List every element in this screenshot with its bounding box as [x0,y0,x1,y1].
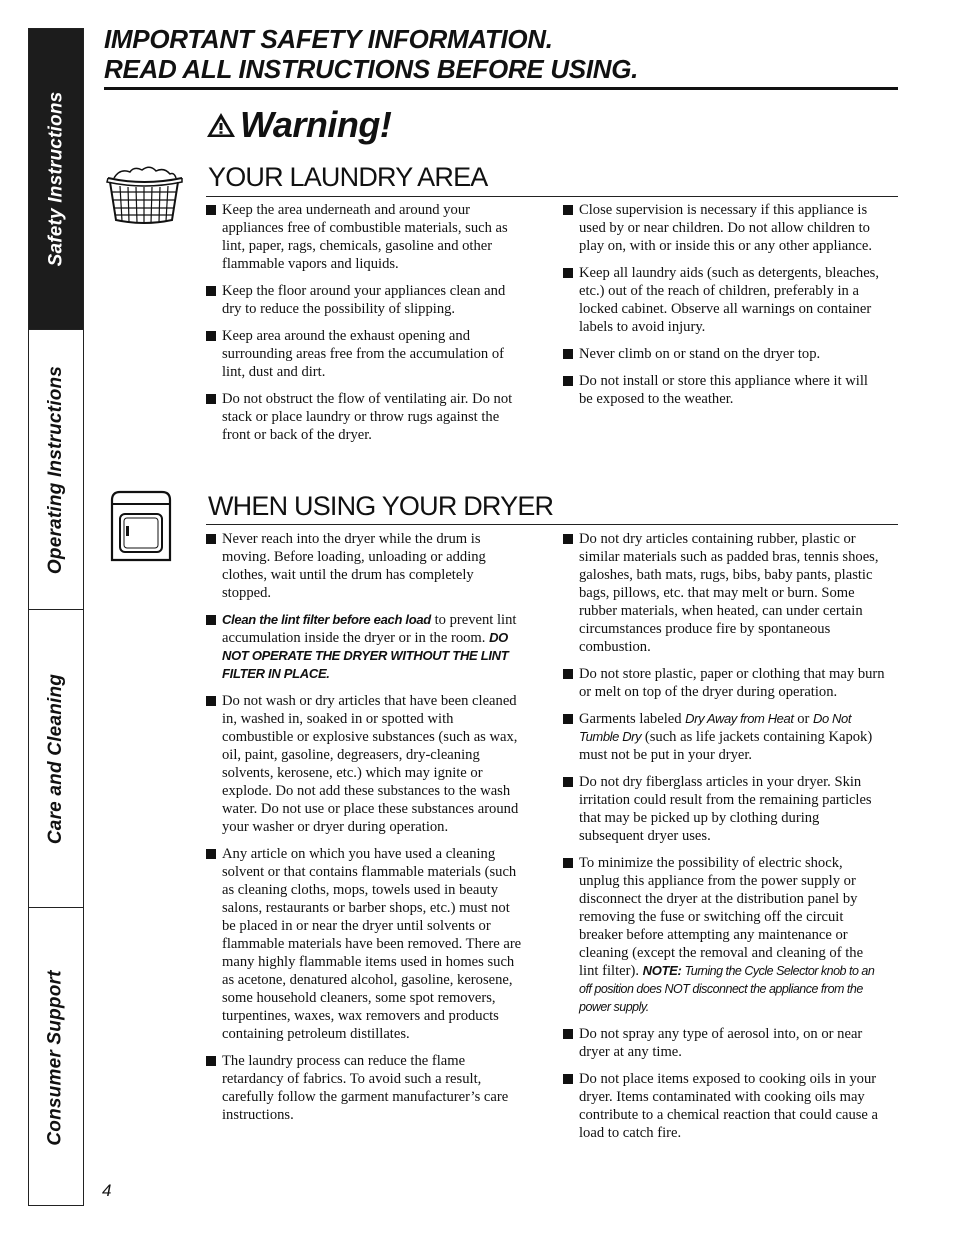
tab-consumer-support[interactable] [29,908,83,1207]
section-title-laundry-area: YOUR LAUNDRY AREA [208,162,488,192]
list-item: Do not store plastic, paper or clothing that may burn or melt on top of the dryer during operation. [563,665,885,701]
warning-triangle-icon [206,112,236,138]
laundry-basket-icon [104,164,184,231]
list-item: Do not wash or dry articles that have been cleaned in, washed in, soaked in or spotted with combustible or explosive substances (such as wax, oil, paint, gasoline, degreasers, dry-cleaning solvents, kerosene, etc.) which may ignite or explode. Do not add these substances to the wash water. Do not use or place these substances around your washer or dryer during operation. [206,692,524,836]
section-divider [206,196,898,197]
list-item: Never reach into the dryer while the drum is moving. Before loading, unloading or adding clothes, wait until the drum has completely stopped. [206,530,524,602]
dryer-icon [108,490,174,567]
list-item: Any article on which you have used a cleaning solvent or that contains flammable materials (such as cleaning cloths, mops, towels used in beauty salons, restaurants or barber shops, etc.) must not be placed in or near the dryer until solvents or flammable materials have been removed. There are many highly flammable items used in homes such as acetone, denatured alcohol, gasoline, kerosene, some household cleaners, some spot removers, turpentines, waxes, wax removers and products containing petroleum distillates. [206,845,524,1043]
header-divider [104,87,898,90]
list-item: To minimize the possibility of electric shock, unplug this appliance from the power supply or disconnect the dryer at the distribution panel by removing the fuse or switching off the circuit breaker before attempting any maintenance or cleaning (except the removal and cleaning of the lint filter). NOTE: Turning the Cycle Selector knob to an off position does NOT disconnect the appliance from the power supply. [563,854,885,1016]
section-title-when-using-dryer: WHEN USING YOUR DRYER [208,491,554,521]
list-item: Do not install or store this appliance where it will be exposed to the weather. [563,372,885,408]
tab-safety-instructions[interactable] [29,29,83,330]
list-item: Never climb on or stand on the dryer top. [563,345,885,363]
tab-label: Operating Instructions [45,365,67,574]
warning-heading [206,104,391,146]
tab-care-and-cleaning[interactable] [29,610,83,908]
list-item: Close supervision is necessary if this appliance is used by or near children. Do not allow children to play on, with or inside this or any other appliance. [563,201,885,255]
tab-operating-instructions[interactable] [29,330,83,610]
list-item: Keep all laundry aids (such as detergents, bleaches, etc.) out of the reach of children, preferably in a locked cabinet. Observe all warnings on container labels to avoid injury. [563,264,885,336]
garment-label: Do Not Tumble Dry [579,711,852,744]
section-divider [206,524,898,525]
using-dryer-right-column [563,530,885,1151]
list-item: Do not obstruct the flow of ventilating air. Do not stack or place laundry or throw rugs against the front or back of the dryer. [206,390,524,444]
laundry-area-left-column [206,201,524,453]
list-item: Keep the area underneath and around your appliances free of combustible materials, such as lint, paper, rags, chemicals, gasoline and other flammable vapors and liquids. [206,201,524,273]
tab-label: Consumer Support [45,969,67,1146]
list-item: Do not spray any type of aerosol into, on or near dryer at any time. [563,1025,885,1061]
page-number: 4 [102,1181,112,1200]
laundry-area-right-column [563,201,885,417]
garment-label: Dry Away from Heat [685,711,794,726]
side-navigation [28,28,84,1206]
list-item: Do not place items exposed to cooking oils in your dryer. Items contaminated with cooking oils may contribute to a chemical reaction that could cause a load to catch fire. [563,1070,885,1142]
page-header [104,24,638,84]
list-item: Keep the floor around your appliances clean and dry to reduce the possibility of slipping. [206,282,524,318]
tab-label: Care and Cleaning [45,673,66,844]
emphasis-text: Clean the lint filter before each load [222,612,431,627]
list-item: Do not dry fiberglass articles in your dryer. Skin irritation could result from the remaining particles that may be picked up by clothing during subsequent dryer uses. [563,773,885,845]
list-item: Clean the lint filter before each load to prevent lint accumulation inside the dryer or in the room. DO NOT OPERATE THE DRYER WITHOUT THE LINT FILTER IN PLACE. [206,611,524,683]
note-label: NOTE: [642,963,682,978]
note-text: Turning the Cycle Selector knob to an off position does NOT disconnect the appliance from the power supply. [579,964,875,1014]
header-line-1: IMPORTANT SAFETY INFORMATION. [104,24,553,54]
list-item: The laundry process can reduce the flame retardancy of fabrics. To avoid such a result, carefully follow the garment manufacturer’s care instructions. [206,1052,524,1124]
warning-emphasis: DO NOT OPERATE THE DRYER WITHOUT THE LINT FILTER IN PLACE. [222,630,509,681]
warning-title: Warning! [240,104,392,145]
using-dryer-left-column [206,530,524,1133]
list-item: Garments labeled Dry Away from Heat or Do Not Tumble Dry (such as life jackets containing Kapok) must not be put in your dryer. [563,710,885,764]
header-line-2: READ ALL INSTRUCTIONS BEFORE USING. [104,54,639,84]
list-item: Keep area around the exhaust opening and surrounding areas free from the accumulation of lint, dust and dirt. [206,327,524,381]
list-item: Do not dry articles containing rubber, plastic or similar materials such as padded bras, tennis shoes, galoshes, bath mats, rugs, bibs, baby pants, plastic bags, pillows, etc. that may melt or burn. Some rubber materials, when heated, can under certain circumstances produce fire by spontaneous combustion. [563,530,885,656]
tab-label: Safety Instructions [45,91,66,267]
